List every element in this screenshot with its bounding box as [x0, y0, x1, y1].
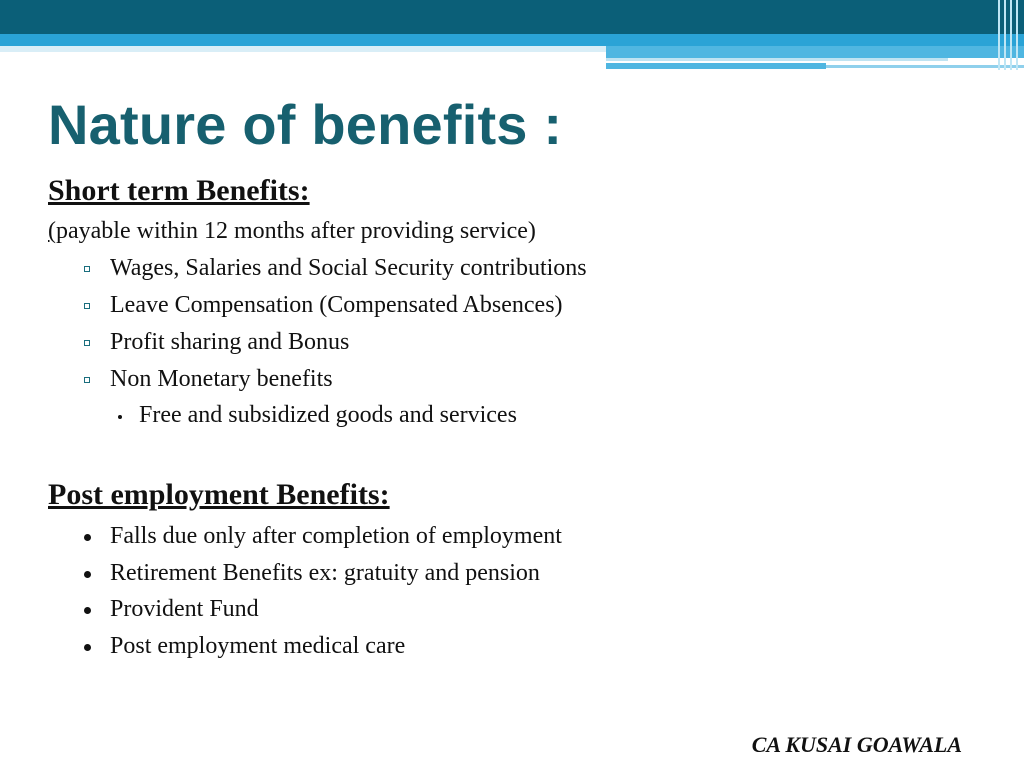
bullet-icon	[84, 644, 91, 651]
list-item: Falls due only after completion of employment	[110, 523, 562, 549]
bullet-icon	[84, 534, 91, 541]
square-bullet-icon	[84, 266, 90, 272]
header-band-right	[606, 46, 1024, 58]
header-vertical-bars	[994, 0, 1024, 70]
header-stripe	[606, 58, 948, 61]
note-open-paren: (	[48, 218, 56, 244]
footer-author: CA KUSAI GOAWALA	[751, 732, 962, 757]
header-band-light	[0, 46, 606, 52]
header-band-dark	[0, 0, 1024, 34]
list-item: Profit sharing and Bonus	[110, 329, 350, 355]
short-term-heading: Short term Benefits:	[48, 174, 310, 207]
list-item: Provident Fund	[110, 596, 259, 622]
list-item: Wages, Salaries and Social Security contributions	[110, 255, 587, 281]
square-bullet-icon	[84, 303, 90, 309]
list-item: Post employment medical care	[110, 633, 406, 659]
dot-bullet-icon	[118, 415, 122, 419]
slide-title: Nature of benefits :	[48, 93, 563, 156]
post-employment-heading: Post employment Benefits:	[48, 478, 390, 511]
header-band-mid	[0, 34, 1024, 46]
header-stripe	[606, 63, 826, 69]
short-term-note	[48, 218, 536, 245]
list-item: Leave Compensation (Compensated Absences)	[110, 292, 563, 318]
sub-list-item: Free and subsidized goods and services	[139, 402, 517, 428]
bullet-icon	[84, 571, 91, 578]
square-bullet-icon	[84, 340, 90, 346]
list-item: Retirement Benefits ex: gratuity and pension	[110, 560, 540, 586]
bullet-icon	[84, 607, 91, 614]
list-item: Non Monetary benefits	[110, 366, 333, 392]
square-bullet-icon	[84, 377, 90, 383]
note-text: payable within 12 months after providing service)	[56, 218, 536, 244]
